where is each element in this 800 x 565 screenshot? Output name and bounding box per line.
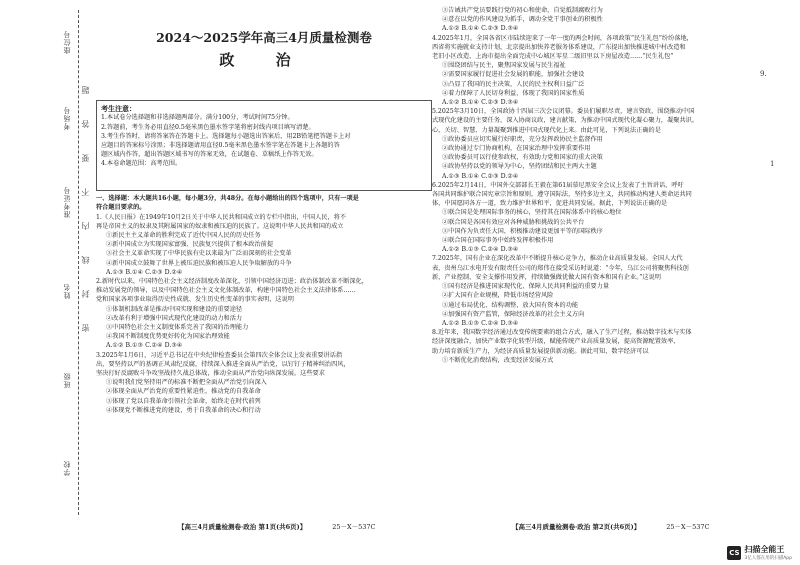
question-line: 4.2025年1月，全国各省区市陆续迎来了一年一度的两会时间，各项政策“民生礼包”纷纷落地，	[432, 34, 693, 42]
question-line: 5.2025年3月10日，全国政协十四届三次会议闭幕。委员们履职尽责，建言资政，围绕推动中国	[432, 108, 695, 116]
question-line: 老旧小区改造，上海市提出全面完成中心城区零星二级旧里以下房屋改造……“民生礼包”	[432, 53, 674, 61]
binding-label-school: 学校	[63, 460, 71, 476]
question-line: 1.《人民日报》在1949年10月2日关于中华人民共和国成立的专栏中指出，中国人民，将不	[96, 213, 347, 221]
footer-left	[178, 522, 376, 531]
question-line: 经济深度融合，加快产业数字化转型升级，赋能传统产业高质量发展，提高资源配置效率，	[432, 338, 680, 346]
notice-item: 1.本试卷分选择题和非选择题两部分。满分100分，考试时间75分钟。	[101, 114, 294, 122]
question-line: 体，中国愿同各方一道，致力维护世界和平，促进共同发展。据此，下列说法正确的是	[432, 200, 668, 208]
answer-option-line: ②政协通过专门协商机构，在国家治理中发挥重要作用	[442, 145, 591, 153]
footer-right-code: 25－X－537C	[666, 523, 710, 531]
answer-option-line: ③凸显了我国的民主决策，人民的民主权利日益广泛	[442, 80, 585, 88]
notice-box	[96, 100, 432, 191]
answer-option-line: ②需要国家履行促进社会发展的职能，加强社会建设	[442, 71, 585, 79]
answer-option-line: ④体现党不断推进党的建设，勇于自我革命的决心和行动	[106, 406, 261, 414]
answer-option-line: ②联合国是各国有效应对各种威胁和挑战的公共平台	[442, 218, 585, 226]
notice-item: 2.答题前，考生务必用直径0.5毫米黑色墨水签字笔将密封线内项目填写清楚。	[101, 123, 315, 131]
answer-option-line: ③体现了党以自我革命引领社会革命，始终走在时代前列	[106, 397, 261, 405]
answer-option-line: A.①② B.①③ C.②④ D.③④	[106, 342, 183, 350]
answer-option-line: A.①② B.①③ C.②④ D.③④	[442, 246, 519, 254]
footer-right	[512, 522, 710, 531]
question-line: 再是帝国主义的奴隶及其附属国家的奴隶和被压迫的民族了。这说明中华人民共和国的成立	[96, 222, 344, 230]
answer-option-line: ④联合国在国际事务中始终发挥积极作用	[442, 237, 554, 245]
question-line: 2.新时代以来，中国特色社会主义经济制度改革深化，引领中国经济迈进；政治体制改革不断深化，	[96, 278, 368, 286]
answer-option-line: ①新民主主义革命的胜利完成了近代中国人民的历史任务	[106, 232, 261, 240]
seal-line	[78, 10, 79, 515]
binding-label-class: 班级	[63, 372, 71, 388]
question-line: 3.2025年1月6日，习近平总书记在中央纪律检查委员会第四次全体会议上发表重要讲话指	[96, 351, 343, 359]
question-line: 新，产业控制，安全支撑作用发挥，持续做强做优做大国有资本和国有企业。”这说明	[432, 273, 661, 281]
footer-right-label: 【高三4月质量检测卷·政治 第2页(共6页)】	[512, 523, 641, 531]
question-line: 各国共同维护联合国宪章宗旨和原则，遵守国际法，坚持多边主义，共同推动构建人类命运共同	[432, 191, 692, 199]
answer-option-line: ①围绕团结与民主，聚焦国家发展与民生福祉	[442, 62, 566, 70]
notice-item: 题区域内作答，超出答题区域书写的答案无效，在试题卷、草稿纸上作答无效。	[101, 151, 318, 159]
binding-label-name: 姓名	[63, 283, 71, 299]
answer-option-line: ④意在以党的作风建设为抓手，调动全党干事创业的积极性	[442, 16, 603, 24]
binding-label-seat: 座位号	[63, 30, 71, 54]
answer-option-line: ③政协委员可以行使参政权，有效助力党和国家的重大决策	[442, 154, 603, 162]
question-line: 助力培育新质生产力，为经济高质量发展提供新动能。据此可知，数字经济可以	[432, 347, 649, 355]
scanner-tagline: 3亿人都在用的扫描App	[744, 556, 792, 561]
notice-item: 应题目的答案标号涂黑；非选择题请用直径0.5毫米黑色墨水签字笔在答题卡上各题的答	[101, 142, 340, 150]
answer-option-line: ①不断优化消费结构，改变经济发展方式	[442, 356, 554, 364]
binding-margin	[0, 0, 92, 520]
answer-option-line: ①说明我们党坚持用严的标准不断把全面从严治党引向深入	[106, 379, 267, 387]
answer-option-line: ①联合国是处理国际事务的核心，坚持其在国际体系中的核心地位	[442, 209, 622, 217]
left-questions	[96, 194, 432, 415]
question-line: 表，贵州乌江水电开发有限责任公司的郑伟在接受采访时说道：“今年，乌江公司将聚焦科技创	[432, 264, 689, 272]
question-line: 6.2025年2月14日，中国外交部部长王毅在第61届慕尼黑安全会议上发表了主旨讲话，呼吁	[432, 181, 684, 189]
exam-subject: 政 治	[219, 51, 309, 70]
question-line: 出，要坚持以严的基调正风肃纪反腐，持续深入推进全面从严治党，以钉钉子精神纠治四风，	[96, 360, 350, 368]
scanner-logo-icon: CS	[727, 546, 741, 560]
answer-option-line: A.①③ B.①④ C.②③ D.②④	[442, 172, 519, 180]
footer-left-label: 【高三4月质量检测卷·政治 第1页(共6页)】	[178, 523, 307, 531]
section-heading: 符合题目要求的。	[96, 204, 146, 212]
answer-option-line: A.①② B.①③ C.②④ D.③④	[442, 319, 519, 327]
answer-option-line: A.①② B.①④ C.②③ D.③④	[442, 25, 519, 33]
answer-option-line: A.①② B.①④ C.②③ D.③④	[442, 99, 519, 107]
scanner-watermark	[727, 544, 792, 561]
sealed-warning: 密封线内不要答题	[81, 60, 90, 332]
notice-item: 4.本卷命题范围：高考范围。	[101, 160, 182, 168]
side-mark: 9.	[760, 70, 767, 78]
question-line: 西省将实施就业支持计划，北京提出加快养老服务体系建设，广东提出加快推进城中村改造和	[432, 43, 686, 51]
answer-option-line: ③告诫共产党员要践行党的初心和使命，自觉抵制腐败行为	[442, 7, 603, 14]
notice-item: 3.考生作答时，请将答案答在答题卡上。选择题每小题选出答案后，用2B铅笔把答题卡上对	[101, 132, 351, 140]
answer-option-line: ③中国作为负责任大国，积极推动建设更加平等的国际秩序	[442, 227, 603, 235]
left-column	[96, 0, 432, 415]
footer-left-code: 25－X－537C	[332, 523, 376, 531]
answer-option-line: ①体制机制改革是推动中国实现和建设的重要途径	[106, 305, 243, 313]
exam-title: 2024～2025学年高三4月质量检测卷	[156, 30, 372, 45]
answer-option-line: ④我国不断制度优势更好转化为国家治理效能	[106, 333, 230, 341]
side-mark: 1	[770, 160, 775, 168]
question-line: 7.2025年，国有企业在深化改革中不断提升核心竞争力，推动企业高质量发展。全国人大代	[432, 255, 683, 263]
answer-option-line: ③中国特色社会主义制度体系完善了我国的治理能力	[106, 324, 249, 332]
answer-option-line: ①政协委员应切实履行好职责，充分发挥政协民主监督作用	[442, 135, 603, 143]
answer-option-line: ②改革有利于增强中国式现代化建设的动力和活力	[106, 314, 243, 322]
question-line: 式现代化建设的主要任务，深入协商议政，建言献策，为推动中国式现代化凝心聚力，凝聚共识。	[432, 117, 699, 125]
binding-label-exam-id: 准考证号	[63, 186, 71, 218]
answer-option-line: A.①③ B.①④ C.②③ D.②④	[106, 268, 183, 276]
scanner-name: 扫描全能王	[744, 545, 785, 554]
binding-label-room: 考场号	[63, 106, 71, 130]
answer-option-line: ④加强国有资产监管，保障经济改革的社会主义方向	[442, 310, 585, 318]
answer-option-line: ②新中国成立为实现国家富强、民族复兴提供了根本政治前提	[106, 241, 274, 249]
right-questions	[432, 6, 744, 365]
question-line: 心，关切、智慧、力量凝聚到推进中国式现代化上来。由此可见，下列说法正确的是	[432, 126, 661, 134]
answer-option-line: ④新中国成立鼓舞了世界上被压迫民族和被压迫人民争取解放的斗争	[106, 259, 292, 267]
answer-option-line: ①国有经济是推进国家现代化、保障人民共同利益的重要力量	[442, 283, 610, 291]
answer-option-line: ③社会主义革命实现了中华民族有史以来最为广泛而深刻的社会变革	[106, 250, 292, 258]
answer-option-line: ②扩大国有企业规模，降低市场经营风险	[442, 292, 554, 300]
answer-option-line: ④政协坚持以党的领导为中心，坚持团结和民主两大主题	[442, 163, 597, 171]
question-line: 8.近年来，我国数字经济通过改变传统要素的组合方式，融入了生产过程，推动数字技术与实体	[432, 329, 692, 337]
question-line: 坚决打好反腐败斗争攻坚战持久战总体战，推动全面从严治党向纵深发展。这些要求	[96, 370, 325, 378]
notice-heading: 考生注意：	[101, 104, 136, 114]
answer-option-line: ③通过布局优化、结构调整，放大国有资本的功能	[442, 301, 579, 309]
right-column	[432, 0, 744, 365]
answer-option-line: ④着力保障了人民切身利益，体现了我国的国家性质	[442, 89, 585, 97]
section-heading: 一、选择题：本大题共16小题，每小题3分，共48分。在每小题给出的四个选项中，只有一项是	[96, 195, 359, 203]
answer-option-line: ②体现全面从严治党的重要性紧迫性，推动党的自我革命	[106, 388, 261, 396]
question-line: 党和国家各项事业取得历史性成就、发生历史性变革的事实表明，这说明	[96, 296, 294, 304]
question-line: 推动发展党的领导，以及中国特色社会主义文化体制改革，构建中国特色社会主义法律体系……	[96, 287, 356, 295]
